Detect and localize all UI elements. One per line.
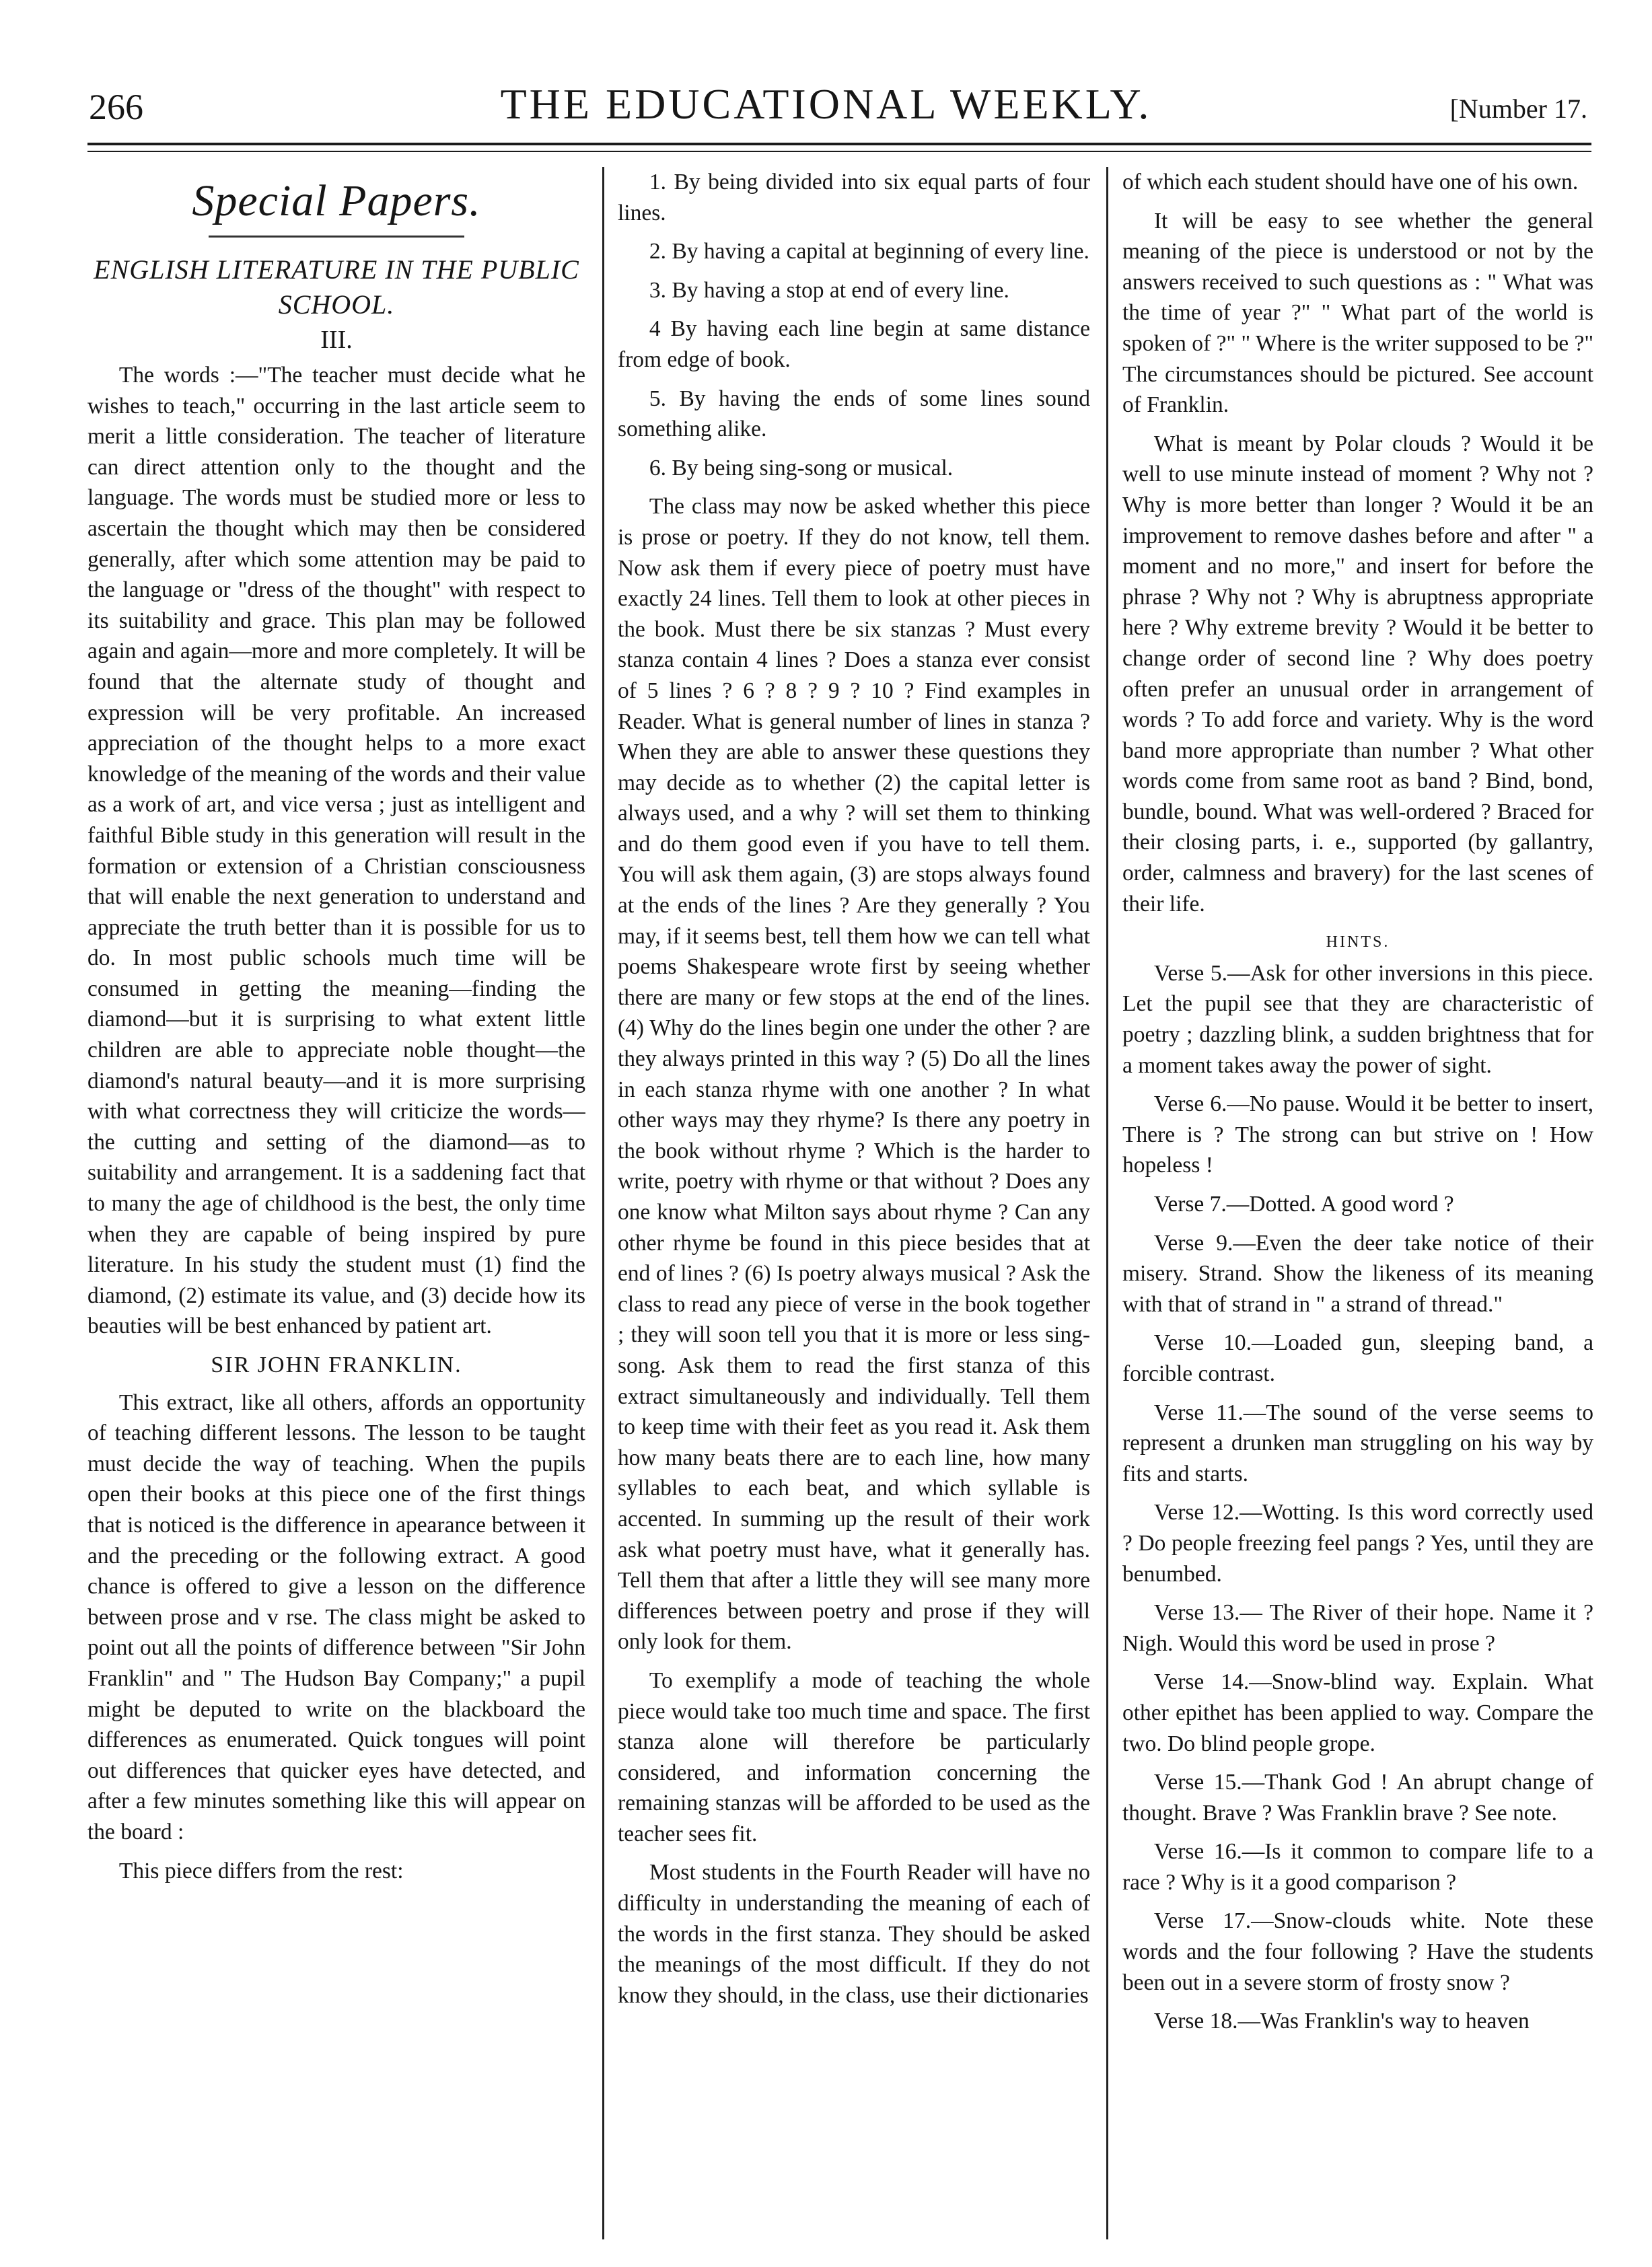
header-rule <box>87 143 1591 145</box>
hint-item: Verse 7.—Dotted. A good word ? <box>1153 1192 1454 1217</box>
article-title: ENGLISH LITERATURE IN THE PUBLIC SCHOOL. <box>94 254 579 320</box>
hint-item: Verse 6.—No pause. Would it be better to insert, There is ? The strong can but strive on ! How hopeless ! <box>1122 1091 1593 1178</box>
paragraph: This piece differs from the rest: <box>118 1858 404 1883</box>
paragraph: of which each student should have one of his own. <box>1122 170 1579 194</box>
hint-item: Verse 15.—Thank God ! An abrupt change of thought. Brave ? Was Franklin brave ? See note. <box>1122 1770 1593 1826</box>
paragraph: The class may now be asked whether this piece is prose or poetry. If they do not know, tell them. Now ask them if every piece of poetry must have exactly 24 lines. Tell them to look at other pieces in the book. Must there be six stanzas ? Must every stanza contain 4 lines ? Does a stanza ever consist of 5 lines ? 6 ? 8 ? 9 ? 10 ? Find examples in Reader. What is general number of lines in stanza ? When they are able to answer these questions they may decide as to whether (2) the capital letter is always used, and a why ? will set them to thinking and do them good even if you have to tell them. You will ask them again, (3) are stops always found at the ends of the lines ? Are they generally ? You may, if it seems best, tell them how we can tell what poems Shakespeare wrote first by seeing whether there are many or few stops at the end of the lines. (4) Why do the lines begin one under the other ? are they always printed in this way ? (5) Do all the lines in each stanza rhyme with one another ? In what other ways may they rhyme? Is there any poetry in the book without rhyme ? Which is the harder to write, poetry with rhyme or that without ? Does any one know what Milton says about rhyme ? Can any other rhyme be found in this piece besides that at end of lines ? (6) Is poetry always musical ? Ask the class to read any piece of verse in the book together ; they will soon tell you that it is more or less sing-song. Ask them to read the first stanza of this extract simultaneously and individually. Tell them to keep time with their feet as you read it. Ask them how many beats there are to each line, how many syllables to each beat, and which syllable is accented. In summing up the result of their work ask what poetry must have, what it generally has. Tell them that after a little they will see many more differences between poetry and prose if they will only look for them. <box>618 494 1090 1655</box>
list-item: 6. By being sing-song or musical. <box>649 455 954 480</box>
hint-item: Verse 16.—Is it common to compare life to a race ? Why is it a good comparison ? <box>1122 1839 1593 1895</box>
paragraph: To exemplify a mode of teaching the whole piece would take too much time and space. The first stanza alone will therefore be particularly considered, and information concerning the remaining stanzas will be afforded to be used as the teacher sees fit. <box>618 1667 1090 1846</box>
article-number: III. <box>320 326 353 354</box>
column-3 <box>1122 167 1593 2239</box>
paragraph: It will be easy to see whether the general meaning of the piece is understood or not by the answers received to such questions as : " What was the time of year ?" " What part of the world is spoken of ?" " Where is the writer supposed to be ?" The circumstances should be pictured. See account of Franklin. <box>1122 208 1593 418</box>
list-item: 4 By having each line begin at same distance from edge of book. <box>618 316 1090 372</box>
section-title: Special Papers. <box>192 176 481 225</box>
paragraph: The words :—"The teacher must decide what he wishes to teach," occurring in the last article seem to merit a little consideration. The teacher of literature can direct attention only to the thought and the language. The words must be studied more or less to ascertain the thought which may then be considered generally, after which some attention may be paid to the language or "dress of the thought" with respect to its suitability and grace. This plan may be followed again and again—more and more completely. It will be found that the alternate study of thought and expression will be very profitable. An increased appreciation of the thought helps to a more exact knowledge of the meaning of the words and their value as a work of art, and vice versa ; just as intelligent and faithful Bible study in this generation will result in the formation or extension of a Christian consciousness that will enable the next generation to understand and appreciate the truth better than it is possible for us to do. In most public schools much time will be consumed in getting the meaning—finding the diamond—but it is surprising to what extent little children are able to appreciate noble thought—the diamond's natural beauty—and it is more surprising with what correctness they will criticize the words—the cutting and setting of the diamond—as to suitability and arrangement. It is a saddening fact that to many the age of childhood is the best, the only time when they are capable of being inspired by pure literature. In his study the student must (1) find the diamond, (2) estimate its value, and (3) decide how its beauties will be best enhanced by patient art. <box>87 363 585 1339</box>
subheading: SIR JOHN FRANKLIN. <box>211 1353 462 1377</box>
list-item: 1. By being divided into six equal parts of four lines. <box>618 170 1090 225</box>
list-item: 5. By having the ends of some lines sound something alike. <box>618 386 1090 442</box>
column-2 <box>618 167 1090 2239</box>
column-divider <box>602 167 604 2239</box>
issue-number: [Number 17. <box>1449 94 1587 124</box>
hint-item: Verse 18.—Was Franklin's way to heaven <box>1153 2009 1530 2034</box>
hint-item: Verse 9.—Even the deer take notice of their misery. Strand. Show the likeness of its meaning with that of strand in " a strand of thread." <box>1122 1230 1593 1317</box>
hint-item: Verse 12.—Wotting. Is this word correctly used ? Do people freezing feel pangs ? Yes, until they are benumbed. <box>1122 1500 1593 1587</box>
paragraph: Most students in the Fourth Reader will have no difficulty in understanding the meaning of each of the words in the first stanza. They should be asked the meanings of the most difficult. If they do not know they should, in the class, use their dictionaries <box>618 1860 1090 2008</box>
hints-heading: HINTS. <box>1326 933 1390 951</box>
hint-item: Verse 5.—Ask for other inversions in this piece. Let the pupil see that they are characteristic of poetry ; dazzling blink, a sudden brightness that for a moment takes away the power of sight. <box>1122 960 1593 1078</box>
paragraph: What is meant by Polar clouds ? Would it be well to use minute instead of moment ? Why not ? Why is more better than longer ? Would it be an improvement to remove dashes before and after " a moment and no more," and insert for before the phrase ? Why not ? Why is abruptness appropriate here ? Why extreme brevity ? Would it be better to change order of second line ? Why does poetry often prefer an unusual order in arrangement of words ? To add force and variety. Why is the word band more appropriate than number ? What other words come from same root as band ? Bind, bond, bundle, bound. What was well-ordered ? Braced for their closing parts, i. e., supported (by gallantry, order, calmness and bravery) for the last scenes of their life. <box>1122 431 1593 916</box>
header-rule-thin <box>87 151 1591 152</box>
column-1 <box>87 167 585 2239</box>
hint-item: Verse 14.—Snow-blind way. Explain. What other epithet has been applied to way. Compare the two. Do blind people grope. <box>1122 1669 1593 1756</box>
running-title: THE EDUCATIONAL WEEKLY. <box>500 80 1152 128</box>
page-number: 266 <box>89 87 143 127</box>
section-rule <box>209 236 464 238</box>
column-divider <box>1106 167 1108 2239</box>
hint-item: Verse 11.—The sound of the verse seems to represent a drunken man struggling on his way by fits and starts. <box>1122 1400 1593 1486</box>
hint-item: Verse 17.—Snow-clouds white. Note these words and the four following ? Have the students been out in a severe storm of frosty snow ? <box>1122 1908 1593 1995</box>
list-item: 2. By having a capital at beginning of every line. <box>649 239 1089 264</box>
hint-item: Verse 13.— The River of their hope. Name it ? Nigh. Would this word be used in prose ? <box>1122 1600 1593 1656</box>
list-item: 3. By having a stop at end of every line. <box>649 277 1009 303</box>
paragraph: This extract, like all others, affords an opportunity of teaching different lessons. The lesson to be taught must decide the way of teaching. When the pupils open their books at this piece one of the first things that is noticed is the difference in apearance between it and the preceding or the following extract. A good chance is offered to give a lesson on the difference between prose and v rse. The class might be asked to point out all the points of difference between "Sir John Franklin" and " The Hudson Bay Company;" a pupil might be deputed to write on the blackboard the differences as enumerated. Quick tongues will point out differences that quicker eyes have detected, and after a few minutes something like this will appear on the board : <box>87 1390 585 1844</box>
hint-item: Verse 10.—Loaded gun, sleeping band, a forcible contrast. <box>1122 1330 1593 1386</box>
